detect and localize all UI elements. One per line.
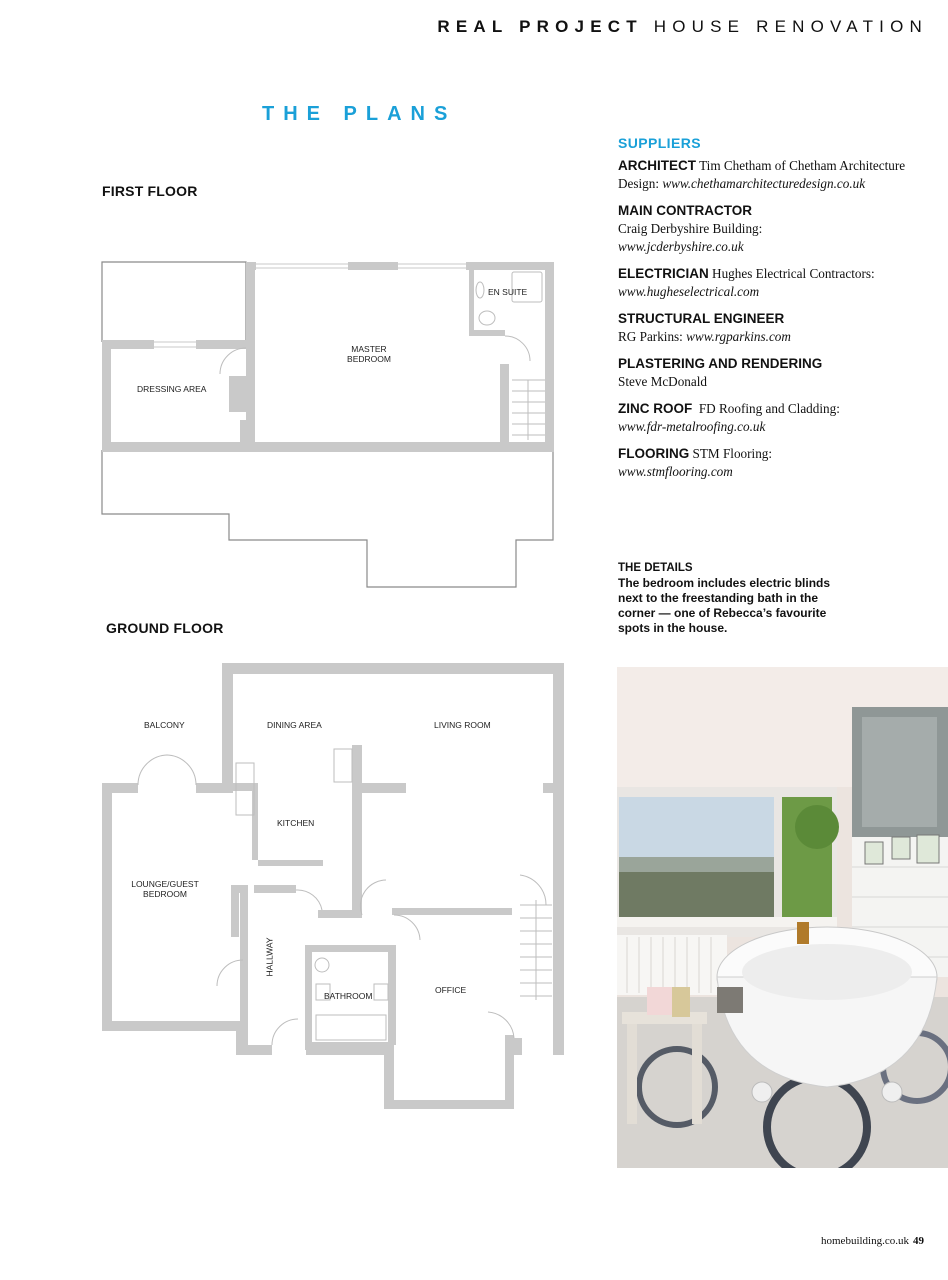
suppliers-heading: SUPPLIERS bbox=[618, 135, 701, 151]
supplier-electrician bbox=[618, 265, 934, 301]
room-label-master-bedroom: MASTER BEDROOM bbox=[347, 344, 391, 364]
room-label-office: OFFICE bbox=[435, 985, 467, 995]
supplier-text: STM Flooring: bbox=[692, 446, 773, 461]
footer-site: homebuilding.co.uk bbox=[821, 1235, 909, 1247]
supplier-text: FD Roofing and Cladding: bbox=[698, 401, 840, 416]
supplier-text: Tim Chetham of Chetham Architecture Design: bbox=[618, 158, 906, 191]
supplier-url[interactable]: www.rgparkins.com bbox=[686, 329, 791, 344]
room-label-dining-area: DINING AREA bbox=[267, 720, 322, 730]
details-heading: THE DETAILS bbox=[618, 562, 693, 574]
supplier-role: ELECTRICIAN bbox=[618, 266, 709, 281]
ground-floor-label: GROUND FLOOR bbox=[106, 620, 224, 636]
supplier-role: MAIN CONTRACTOR bbox=[618, 203, 752, 218]
supplier-role: ZINC ROOF bbox=[618, 401, 693, 416]
supplier-text: Steve McDonald bbox=[618, 374, 707, 389]
room-label-balcony: BALCONY bbox=[144, 720, 185, 730]
plans-title: THE PLANS bbox=[262, 103, 457, 125]
supplier-url[interactable]: www.fdr-metalroofing.co.uk bbox=[618, 419, 766, 434]
room-label-dressing-area: DRESSING AREA bbox=[137, 384, 207, 394]
room-label-living-room: LIVING ROOM bbox=[434, 720, 491, 730]
bathroom-photo bbox=[617, 667, 948, 1168]
supplier-role: FLOORING bbox=[618, 446, 690, 461]
first-floor-label: FIRST FLOOR bbox=[102, 183, 198, 199]
supplier-text: Craig Derbyshire Building: bbox=[618, 221, 763, 236]
supplier-url[interactable]: www.hugheselectrical.com bbox=[618, 284, 760, 299]
suppliers-box bbox=[618, 135, 934, 490]
supplier-plastering bbox=[618, 355, 934, 391]
details-text: The bedroom includes electric blinds next to the freestanding bath in the corner — one of Rebecca’s favourite spots in the house. bbox=[618, 576, 831, 635]
supplier-main-contractor bbox=[618, 202, 934, 256]
section-name-bold: REAL PROJECT bbox=[437, 17, 643, 36]
supplier-zinc-roof bbox=[618, 400, 934, 436]
first-floor-plan bbox=[102, 262, 554, 587]
room-label-bathroom: BATHROOM bbox=[324, 991, 373, 1001]
room-label-kitchen: KITCHEN bbox=[277, 818, 315, 828]
supplier-flooring bbox=[618, 445, 934, 481]
page-footer bbox=[821, 1235, 924, 1247]
section-name: HOUSE RENOVATION bbox=[653, 17, 928, 36]
supplier-role: PLASTERING AND RENDERING bbox=[618, 356, 823, 371]
room-label-en-suite: EN SUITE bbox=[488, 287, 528, 297]
supplier-structural-engineer bbox=[618, 310, 934, 346]
room-label-hallway: HALLWAY bbox=[264, 937, 275, 977]
page-number: 49 bbox=[913, 1235, 924, 1247]
supplier-architect bbox=[618, 157, 934, 193]
supplier-text: Hughes Electrical Contractors: bbox=[712, 266, 875, 281]
supplier-url[interactable]: www.stmflooring.com bbox=[618, 464, 733, 479]
supplier-text: RG Parkins: bbox=[618, 329, 683, 344]
supplier-role: STRUCTURAL ENGINEER bbox=[618, 311, 785, 326]
supplier-role: ARCHITECT bbox=[618, 158, 696, 173]
supplier-url[interactable]: www.chethamarchitecturedesign.co.uk bbox=[662, 176, 866, 191]
room-label-lounge-guest-bedroom: LOUNGE/GUEST BEDROOM bbox=[131, 879, 199, 899]
supplier-url[interactable]: www.jcderbyshire.co.uk bbox=[618, 239, 744, 254]
details-caption bbox=[618, 561, 858, 636]
